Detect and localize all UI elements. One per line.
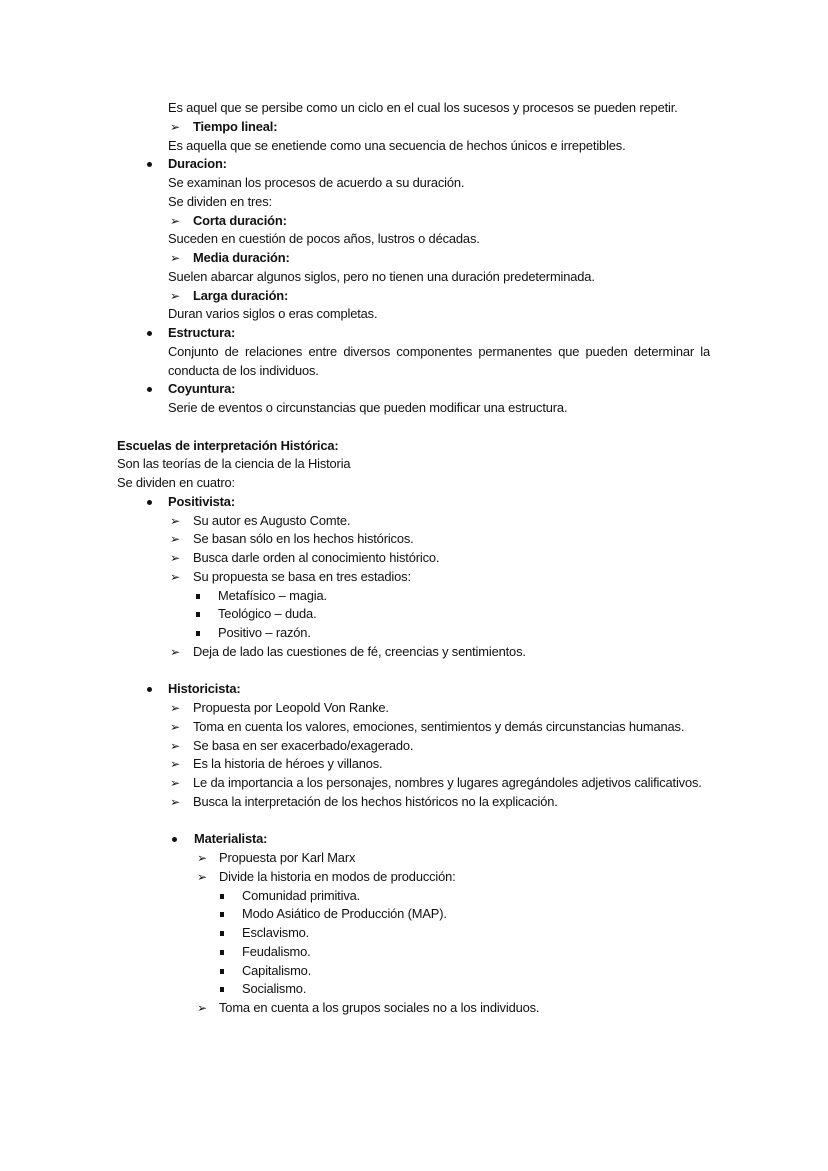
arrow-bullet-icon: ➢ [170,701,180,715]
list-item [117,587,710,606]
list-item [117,493,710,512]
paragraph [117,174,710,193]
blank-line [117,812,710,831]
item-text: Deja de lado las cuestiones de fé, creencias y sentimientos. [193,643,526,659]
item-text: Metafísico – magia. [218,587,327,603]
paragraph [117,268,710,287]
arrow-bullet-icon: ➢ [170,288,180,303]
item-text: Toma en cuenta los valores, emociones, sentimientos y demás circunstancias humanas. [193,718,685,734]
list-item [117,605,710,624]
item-text: Suceden en cuestión de pocos años, lustros o décadas. [168,231,480,247]
item-text: Feudalismo. [242,943,311,959]
item-text: Es la historia de héroes y villanos. [193,756,383,772]
document-page [117,99,710,1018]
item-text: Es aquel que se persibe como un ciclo en el cual los sucesos y procesos se pueden repetir. [168,100,678,115]
arrow-bullet-icon: ➢ [170,251,180,265]
bullet-icon [147,687,152,692]
item-text: Su propuesta se basa en tres estadios: [193,568,411,584]
list-item [117,680,710,699]
list-item [117,943,710,962]
arrow-bullet-icon: ➢ [170,551,180,565]
item-text: Coyuntura: [168,381,236,397]
paragraph [117,230,710,249]
bullet-icon [172,837,177,842]
item-text: Estructura: [168,325,236,340]
list-item [117,793,710,812]
list-item [117,755,710,774]
item-text: Duracion: [168,156,227,172]
arrow-bullet-icon: ➢ [170,738,180,753]
blank-line [117,662,710,681]
list-item [117,830,710,849]
arrow-bullet-icon: ➢ [170,213,180,228]
item-text: Busca darle orden al conocimiento histórico. [193,550,440,565]
item-text: Positivista: [168,493,235,509]
list-item [117,118,710,137]
bullet-icon [147,162,152,167]
arrow-bullet-icon: ➢ [197,1001,207,1015]
arrow-bullet-icon: ➢ [170,513,180,528]
arrow-bullet-icon: ➢ [197,869,207,884]
list-item [117,324,710,343]
list-item [117,999,710,1018]
heading-text: Escuelas de interpretación Histórica: [117,437,339,453]
item-text: Socialismo. [242,981,307,997]
item-text: Busca la interpretación de los hechos históricos no la explicación. [193,793,558,809]
bullet-icon [147,331,152,336]
list-item [117,980,710,999]
arrow-bullet-icon: ➢ [170,532,180,547]
list-item [117,212,710,231]
list-item [117,643,710,662]
item-text: Su autor es Augusto Comte. [193,512,351,528]
list-item [117,774,710,793]
bullet-icon [147,387,152,392]
blank-line [117,418,710,437]
list-item [117,530,710,549]
item-text: Materialista: [194,831,268,847]
arrow-bullet-icon: ➢ [170,569,180,584]
paragraph [117,455,710,474]
item-text: Propuesta por Karl Marx [219,850,356,865]
item-text: Media duración: [193,250,290,265]
item-text: Le da importancia a los personajes, nombres y lugares agregándoles adjetivos calificativos. [193,775,702,790]
arrow-bullet-icon: ➢ [197,851,207,865]
list-item [117,287,710,306]
item-text: Se dividen en tres: [168,193,272,209]
square-bullet-icon [220,894,224,899]
list-item [117,849,710,868]
square-bullet-icon [196,631,200,636]
item-text: Se basa en ser exacerbado/exagerado. [193,737,414,753]
item-text: Capitalismo. [242,962,312,978]
item-text: Larga duración: [193,287,289,303]
item-text: Propuesta por Leopold Von Ranke. [193,700,389,715]
list-item [117,718,710,737]
arrow-bullet-icon: ➢ [170,776,180,790]
item-text: Duran varios siglos o eras completas. [168,306,378,322]
paragraph [117,399,710,418]
list-item [117,868,710,887]
list-item [117,924,710,943]
item-text: Comunidad primitiva. [242,887,361,903]
item-text: Corta duración: [193,212,287,228]
square-bullet-icon [196,612,200,617]
list-item [117,905,710,924]
list-item [117,249,710,268]
item-text: Historicista: [168,681,241,697]
item-text: Conjunto de relaciones entre diversos componentes permanentes que pueden determinar la conducta de los individuos. [168,343,710,378]
item-text: Es aquella que se enetiende como una secuencia de hechos únicos e irrepetibles. [168,137,626,153]
list-item [117,549,710,568]
square-bullet-icon [220,931,224,936]
list-item [117,699,710,718]
square-bullet-icon [220,987,224,992]
list-item [117,155,710,174]
paragraph [117,137,710,156]
bullet-icon [147,500,152,505]
item-text: Serie de eventos o circunstancias que pueden modificar una estructura. [168,400,568,415]
square-bullet-icon [220,969,224,974]
list-item [117,624,710,643]
square-bullet-icon [220,912,224,917]
arrow-bullet-icon: ➢ [170,757,180,772]
arrow-bullet-icon: ➢ [170,719,180,734]
list-item [117,962,710,981]
paragraph [117,99,710,118]
paragraph [117,193,710,212]
paragraph [117,343,710,381]
item-text: Se examinan los procesos de acuerdo a su duración. [168,175,465,190]
arrow-bullet-icon: ➢ [170,794,180,809]
square-bullet-icon [220,950,224,955]
item-text: Suelen abarcar algunos siglos, pero no tienen una duración predeterminada. [168,268,595,284]
item-text: Teológico – duda. [218,606,317,622]
paragraph [117,474,710,493]
item-text: Se dividen en cuatro: [117,475,235,490]
section-heading [117,437,710,456]
item-text: Positivo – razón. [218,625,311,640]
arrow-bullet-icon: ➢ [170,644,180,659]
list-item [117,380,710,399]
list-item [117,887,710,906]
list-item [117,512,710,531]
list-item [117,737,710,756]
arrow-bullet-icon: ➢ [170,119,180,134]
item-text: Toma en cuenta a los grupos sociales no a los individuos. [219,1000,540,1015]
item-text: Modo Asiático de Producción (MAP). [242,906,447,922]
square-bullet-icon [196,594,200,599]
item-text: Tiempo lineal: [193,118,278,134]
item-text: Esclavismo. [242,925,310,940]
item-text: Son las teorías de la ciencia de la Historia [117,456,351,472]
item-text: Se basan sólo en los hechos históricos. [193,531,414,547]
list-item [117,568,710,587]
item-text: Divide la historia en modos de producción: [219,868,456,884]
paragraph [117,305,710,324]
